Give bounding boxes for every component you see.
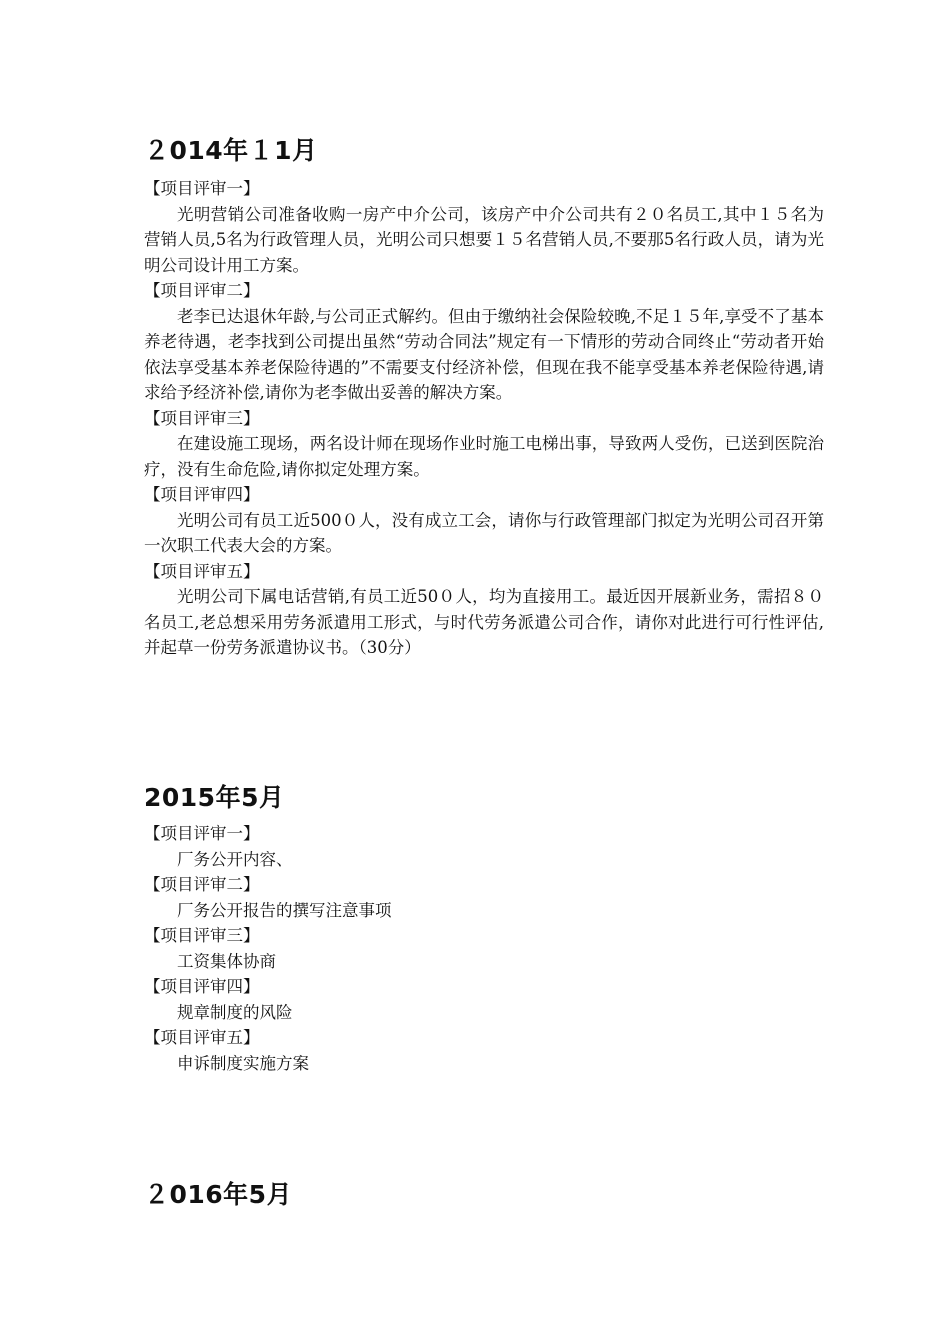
item-label: 【项目评审三】 xyxy=(144,408,260,428)
item-label: 【项目评审三】 xyxy=(144,926,260,945)
item-text: 工资集体协商 xyxy=(177,951,276,971)
item-label: 【项目评审二】 xyxy=(144,875,260,894)
item-text: 光明营销公司准备收购一房产中介公司，该房产中介公司共有２０名员工,其中１５名为营销人员,5名为行政管理人员，光明公司只想要１５名营销人员,不要那5名行政人员，请为光明公司设计用工方案。 xyxy=(144,204,824,275)
section-2014-11 xyxy=(144,134,824,661)
item-text: 厂务公开报告的撰写注意事项 xyxy=(177,900,392,920)
section-title: ２014年１1月 xyxy=(144,136,318,165)
item-label: 【项目评审四】 xyxy=(144,485,260,504)
item-text: 光明公司有员工近500０人，没有成立工会，请你与行政管理部门拟定为光明公司召开第一次职工代表大会的方案。 xyxy=(144,510,824,555)
item-label: 【项目评审五】 xyxy=(144,1028,260,1047)
section-2016-05 xyxy=(144,1178,824,1212)
item-label: 【项目评审一】 xyxy=(144,824,260,843)
section-title: ２016年5月 xyxy=(144,1180,293,1209)
item-text: 老李已达退休年龄,与公司正式解约。但由于缴纳社会保险较晚,不足１５年,享受不了基本养老待遇，老李找到公司提出虽然“劳动合同法”规定有一下情形的劳动合同终止“劳动者开始依法享受基本养老保险待遇的”不需要支付经济补偿，但现在我不能享受基本养老保险待遇,请求给予经济补偿,请你为老李做出妥善的解决方案。 xyxy=(144,306,824,402)
item-text: 申诉制度实施方案 xyxy=(177,1053,309,1073)
section-title: 2015年5月 xyxy=(144,783,285,812)
item-text: 规章制度的风险 xyxy=(177,1002,293,1022)
item-label: 【项目评审五】 xyxy=(144,561,260,581)
item-label: 【项目评审四】 xyxy=(144,977,260,996)
section-2015-05 xyxy=(144,781,824,1076)
item-text: 厂务公开内容、 xyxy=(177,849,293,869)
item-label: 【项目评审一】 xyxy=(144,179,260,198)
item-label: 【项目评审二】 xyxy=(144,281,260,300)
item-text: 光明公司下属电话营销,有员工近50０人，均为直接用工。最近因开展新业务，需招８０名员工,老总想采用劳务派遣用工形式，与时代劳务派遣公司合作，请你对此进行可行性评估,并起草一份劳务派遣协议书。（30分） xyxy=(144,587,824,657)
item-text: 在建设施工现场，两名设计师在现场作业时施工电梯出事，导致两人受伤，已送到医院治疗，没有生命危险,请你拟定处理方案。 xyxy=(144,434,824,479)
